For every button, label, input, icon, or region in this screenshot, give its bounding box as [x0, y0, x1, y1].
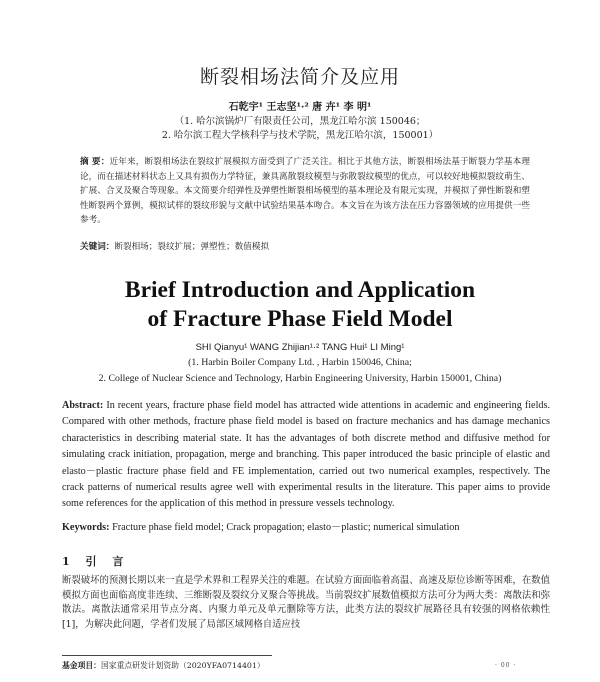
english-keywords [62, 518, 550, 533]
section-heading: 1 引 言 [62, 555, 130, 568]
page-number-mark: · 00 · [495, 662, 517, 669]
english-title-line-2: of Fracture Phase Field Model [147, 306, 453, 332]
funding-label: 基金项目： [62, 661, 101, 670]
chinese-abstract-label: 摘 要： [80, 157, 110, 167]
english-abstract-label: Abstract: [62, 400, 104, 411]
chinese-affiliation-2: 2. 哈尔滨工程大学核科学与技术学院，黑龙江哈尔滨，150001） [161, 130, 439, 141]
chinese-title: 断裂相场法简介及应用 [199, 66, 400, 88]
chinese-abstract [80, 155, 530, 228]
english-keywords-text: Fracture phase field model; Crack propagation; elasto－plastic; numerical simulation [112, 522, 460, 533]
english-authors: SHI Qianyu¹ WANG Zhijian¹·² TANG Hui¹ LI Ming¹ [195, 342, 405, 353]
chinese-keywords-label: 关键词： [80, 242, 115, 252]
chinese-abstract-text: 近年来，断裂相场法在裂纹扩展模拟方面受到了广泛关注。相比于其他方法，断裂相场法基于断裂力学基本理论，而在描述材料状态上又具有损伤力学特征，兼具离散裂纹模型与弥散裂纹模型的优点，可以较好地模拟裂纹萌生、扩展、合叉及聚合等现象。本文简要介绍弹性及弹塑性断裂相场模型的基本理论及有限元实现，并模拟了弹性断裂和塑性断裂两个算例，模拟试样的裂纹形貌与文献中试验结果基本吻合。本文旨在为该方法在压力容器领域的应用提供一些参考。 [80, 157, 530, 225]
english-abstract [62, 398, 550, 513]
english-title-line-1: Brief Introduction and Application [124, 277, 476, 303]
funding-text: 国家重点研发计划资助（2020YFA0714401） [100, 661, 265, 670]
english-keywords-label: Keywords: [62, 522, 110, 533]
footnote-divider [62, 655, 272, 656]
english-affiliation-2: 2. College of Nuclear Science and Technology, Harbin Engineering University, Harbin 150001, China) [98, 373, 502, 384]
introduction-text: 断裂破坏的预测长期以来一直是学术界和工程界关注的难题。在试验方面面临着高温、高速及原位诊断等困难，在数值模拟方面也面临高度非连续、三维断裂及裂纹分叉聚合等挑战。当前裂纹扩展数值模拟方法可分为两大类：离散法和弥散法。离散法通常采用节点分离、内聚力单元及单元删除等方法，此类方法的裂纹扩展路径具有较强的网格依赖性[1]，为解决此问题，学者们发展了局部区域网格自适应技 [62, 575, 550, 630]
english-abstract-text: In recent years, fracture phase field model has attracted wide attentions in academic and engineering fields. Compared with other methods, fracture phase field model is based on fracture mechanics and has damage mechanics characteristics in describing material state. It has the advantages of both discrete method and diffusive method for simulating crack initiation, propagation, merge and branching. This paper introduced the basic principle of elastic and elasto－plastic fracture phase field and FE implementation, carried out two numerical examples, respectively. The crack patterns of numerical results agree well with experimental results in the literature. This paper aims to provide some references for the application of this method in pressure vessels technology. [62, 400, 551, 510]
funding-note [62, 660, 265, 671]
chinese-keywords [80, 240, 530, 252]
chinese-affiliation-1: （1. 哈尔滨锅炉厂有限责任公司，黑龙江哈尔滨 150046； [174, 116, 426, 127]
chinese-authors: 石乾宇¹ 王志坚¹·² 唐 卉¹ 李 明¹ [228, 102, 372, 113]
english-affiliation-1: (1. Harbin Boiler Company Ltd. , Harbin 150046, China; [188, 357, 412, 368]
chinese-keywords-text: 断裂相场；裂纹扩展；弹塑性；数值模拟 [114, 242, 270, 252]
